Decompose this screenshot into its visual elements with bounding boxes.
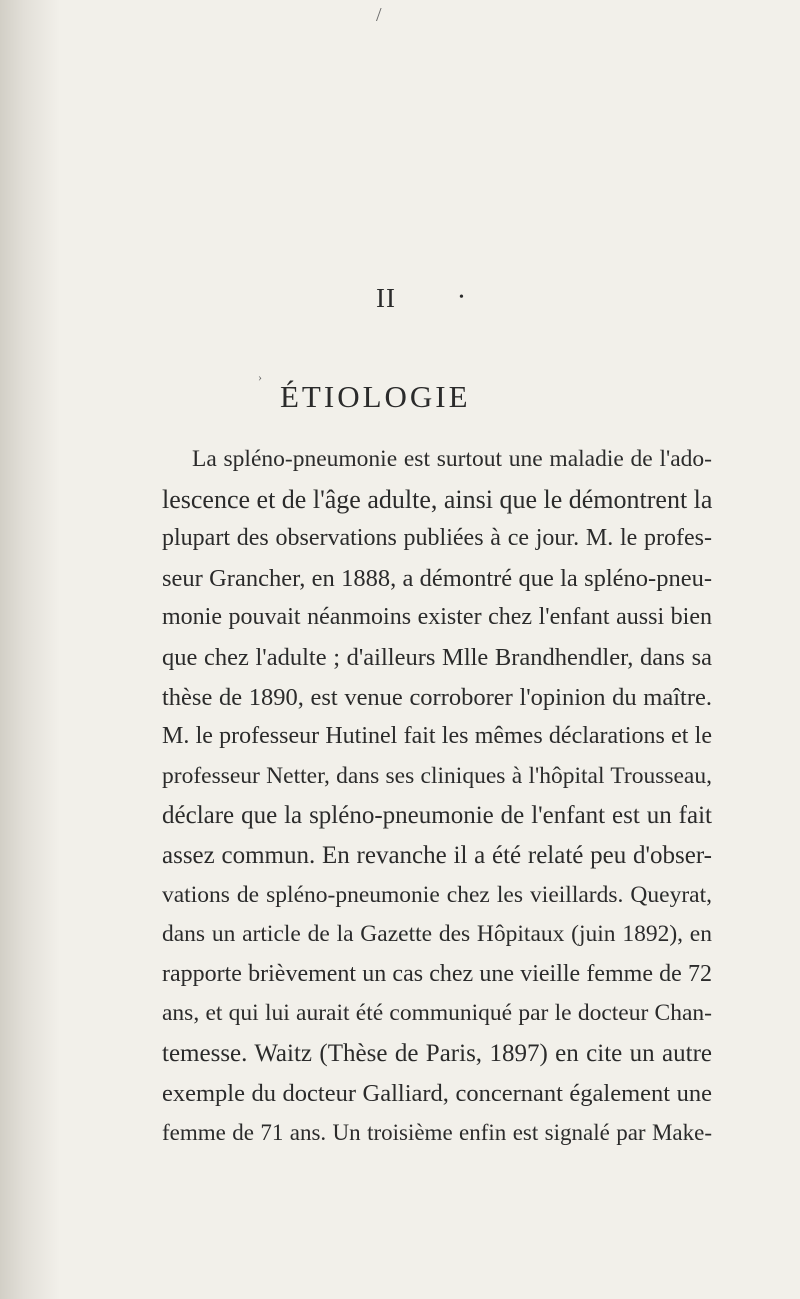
text-line: monie pouvait néanmoins exister chez l'enfant aussi bien xyxy=(162,604,712,631)
text-line: dans un article de la Gazette des Hôpitaux (juin 1892), en xyxy=(162,921,712,948)
text-line: plupart des observations publiées à ce jour. M. le profes- xyxy=(162,525,712,552)
text-line: professeur Netter, dans ses cliniques à l'hôpital Trousseau, xyxy=(162,762,712,789)
bullet-mark: • xyxy=(459,290,464,305)
body-paragraph xyxy=(162,440,712,1153)
tick-mark: › xyxy=(258,370,262,384)
chapter-title: ÉTIOLOGIE xyxy=(280,378,471,414)
chapter-number: II xyxy=(376,283,396,313)
text-line: exemple du docteur Galliard, concernant également une xyxy=(162,1079,712,1107)
text-line: lescence et de l'âge adulte, ainsi que le démontrent la xyxy=(162,484,713,514)
text-line: La spléno-pneumonie est surtout une maladie de l'ado- xyxy=(192,446,712,472)
text-line: assez commun. En revanche il a été relaté peu d'obser- xyxy=(162,841,712,869)
text-line: que chez l'adulte ; d'ailleurs Mlle Brandhendler, dans sa xyxy=(162,643,712,671)
text-line: vations de spléno-pneumonie chez les vieillards. Queyrat, xyxy=(162,881,712,908)
text-line: thèse de 1890, est venue corroborer l'opinion du maître. xyxy=(162,683,712,711)
text-line: déclare que la spléno-pneumonie de l'enfant est un fait xyxy=(162,802,712,830)
text-line: M. le professeur Hutinel fait les mêmes déclarations et le xyxy=(162,723,712,750)
text-line: ans, et qui lui aurait été communiqué par le docteur Chan- xyxy=(162,1000,712,1027)
text-line: femme de 71 ans. Un troisième enfin est signalé par Make- xyxy=(162,1120,712,1146)
pencil-mark: / xyxy=(376,4,382,26)
text-line: temesse. Waitz (Thèse de Paris, 1897) en cite un autre xyxy=(162,1039,712,1067)
text-line: seur Grancher, en 1888, a démontré que la spléno-pneu- xyxy=(162,564,712,592)
text-line: rapporte brièvement un cas chez une vieille femme de 72 xyxy=(162,960,712,987)
